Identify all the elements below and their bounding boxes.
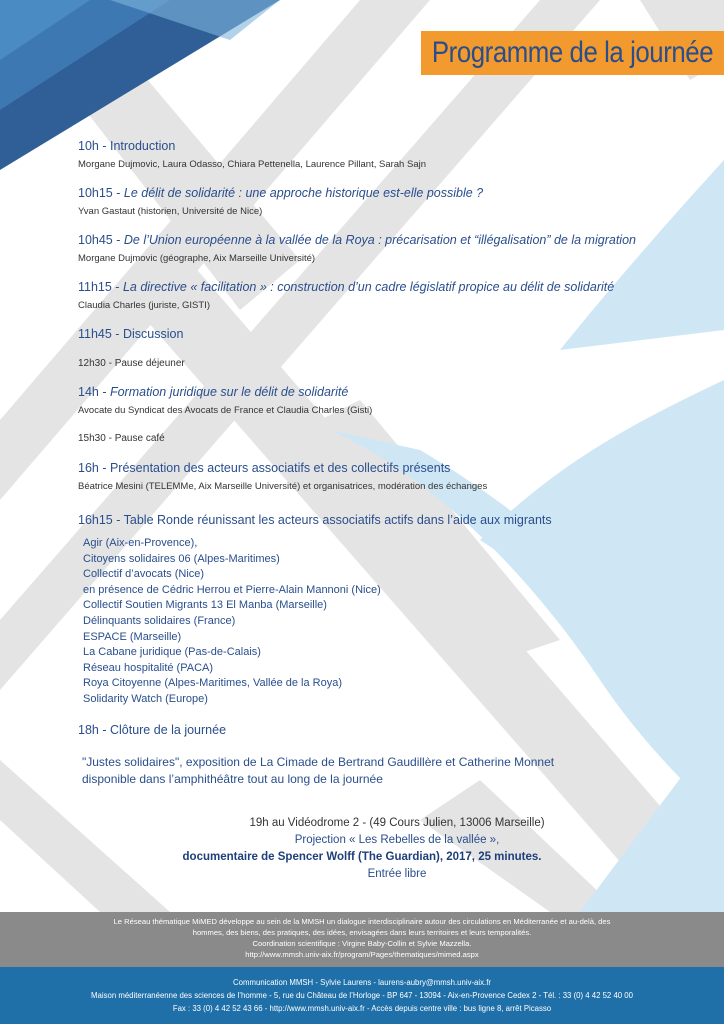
session-closing: 18h - Clôture de la journée	[78, 723, 227, 737]
footer-line: hommes, des biens, des pratiques, des idées, envisagées dans leurs territoires et leurs temporalités.	[192, 928, 532, 937]
session-roundtable: 16h15 - Table Ronde réunissant les acteurs associatifs actifs dans l’aide aux migrants	[78, 513, 552, 527]
session-speakers: Claudia Charles (juriste, GISTI)	[78, 300, 210, 311]
list-item: Solidarity Watch (Europe)	[83, 692, 208, 705]
screening-description: documentaire de Spencer Wolff (The Guardian), 2017, 25 minutes.	[182, 851, 542, 863]
session-introduction: 10h - Introduction	[78, 139, 176, 153]
network-description-footer	[0, 912, 724, 967]
session-title: 16h - Présentation des acteurs associatifs et des collectifs présents	[78, 461, 451, 475]
session-speakers: Morgane Dujmovic (géographe, Aix Marseille Université)	[78, 253, 316, 264]
list-item: La Cabane juridique (Pas-de-Calais)	[83, 646, 261, 659]
programme-banner	[421, 31, 724, 75]
session-title: 14h - Formation juridique sur le délit de solidarité	[78, 385, 349, 399]
footer-line: Le Réseau thématique MiMED développe au sein de la MMSH un dialogue interdisciplinaire autour des circulations en Méditerranée et au-delà, des	[113, 917, 611, 926]
session-title: 10h15 - Le délit de solidarité : une approche historique est-elle possible ?	[78, 186, 484, 200]
session-title: 10h45 - De l’Union européenne à la vallée de la Roya : précarisation et “illégalisation” de la migration	[78, 233, 636, 247]
session-speakers: Morgane Dujmovic, Laura Odasso, Chiara Pettenella, Laurence Pillant, Sarah Sajn	[78, 159, 426, 170]
list-item: ESPACE (Marseille)	[83, 630, 182, 643]
list-item: Roya Citoyenne (Alpes-Maritimes, Vallée de la Roya)	[83, 677, 343, 690]
roundtable-participants	[83, 536, 381, 708]
session-title: 11h15 - La directive « facilitation » : construction d’un cadre législatif propice au délit de solidarité	[78, 280, 615, 294]
contact-footer	[0, 967, 724, 1024]
list-item: Agir (Aix-en-Provence),	[83, 537, 198, 549]
footer-coordination: Coordination scientifique : Virgine Baby-Collin et Sylvie Mazzella.	[252, 939, 472, 948]
exposition-line: disponible dans l’amphithéâtre tout au long de la journée	[82, 772, 383, 786]
list-item: Citoyens solidaires 06 (Alpes-Maritimes)	[83, 552, 280, 565]
list-item: Collectif Soutien Migrants 13 El Manba (Marseille)	[83, 599, 327, 612]
footer-fax-access: Fax : 33 (0) 4 42 52 43 66 - http://www.mmsh.univ-aix.fr - Accès depuis centre ville : bus ligne 8, arrêt Picasso	[172, 1004, 552, 1013]
exposition-notice	[82, 754, 554, 788]
list-item: Délinquants solidaires (France)	[83, 614, 236, 627]
list-item: Réseau hospitalité (PACA)	[83, 661, 214, 674]
screening-venue: 19h au Vidéodrome 2 - (49 Cours Julien, 13006 Marseille)	[249, 817, 545, 829]
session-speakers: Avocate du Syndicat des Avocats de France et Claudia Charles (Gisti)	[78, 405, 373, 416]
screening-title: Projection « Les Rebelles de la vallée »,	[294, 834, 500, 846]
screening-admission: Entrée libre	[367, 868, 427, 880]
footer-link[interactable]: http://www.mmsh.univ-aix.fr/program/Pages/thematiques/mimed.aspx	[245, 950, 479, 959]
footer-contact: Communication MMSH - Sylvie Laurens - laurens-aubry@mmsh.univ-aix.fr	[233, 978, 491, 987]
programme-title: Programme de la journée	[431, 36, 714, 69]
lunch-break: 12h30 - Pause déjeuner	[78, 358, 185, 369]
screening-notice	[0, 815, 724, 883]
list-item: en présence de Cédric Herrou et Pierre-Alain Mannoni (Nice)	[83, 583, 381, 596]
session-discussion: 11h45 - Discussion	[78, 327, 184, 341]
list-item: Collectif d’avocats (Nice)	[83, 568, 205, 581]
exposition-line: "Justes solidaires", exposition de La Cimade de Bertrand Gaudillère et Catherine Monnet	[82, 755, 555, 769]
coffee-break: 15h30 - Pause café	[78, 433, 165, 444]
session-speakers: Béatrice Mesini (TELEMMe, Aix Marseille Université) et organisatrices, modération des échanges	[78, 481, 488, 492]
session-speakers: Yvan Gastaut (historien, Université de Nice)	[78, 206, 263, 217]
footer-address: Maison méditerranéenne des sciences de l’homme - 5, rue du Château de l’Horloge - BP 647 - 13094 - Aix-en-Provence Cedex 2 - Tél. : 33 (0) 4 42 52 40 00	[91, 991, 633, 1000]
